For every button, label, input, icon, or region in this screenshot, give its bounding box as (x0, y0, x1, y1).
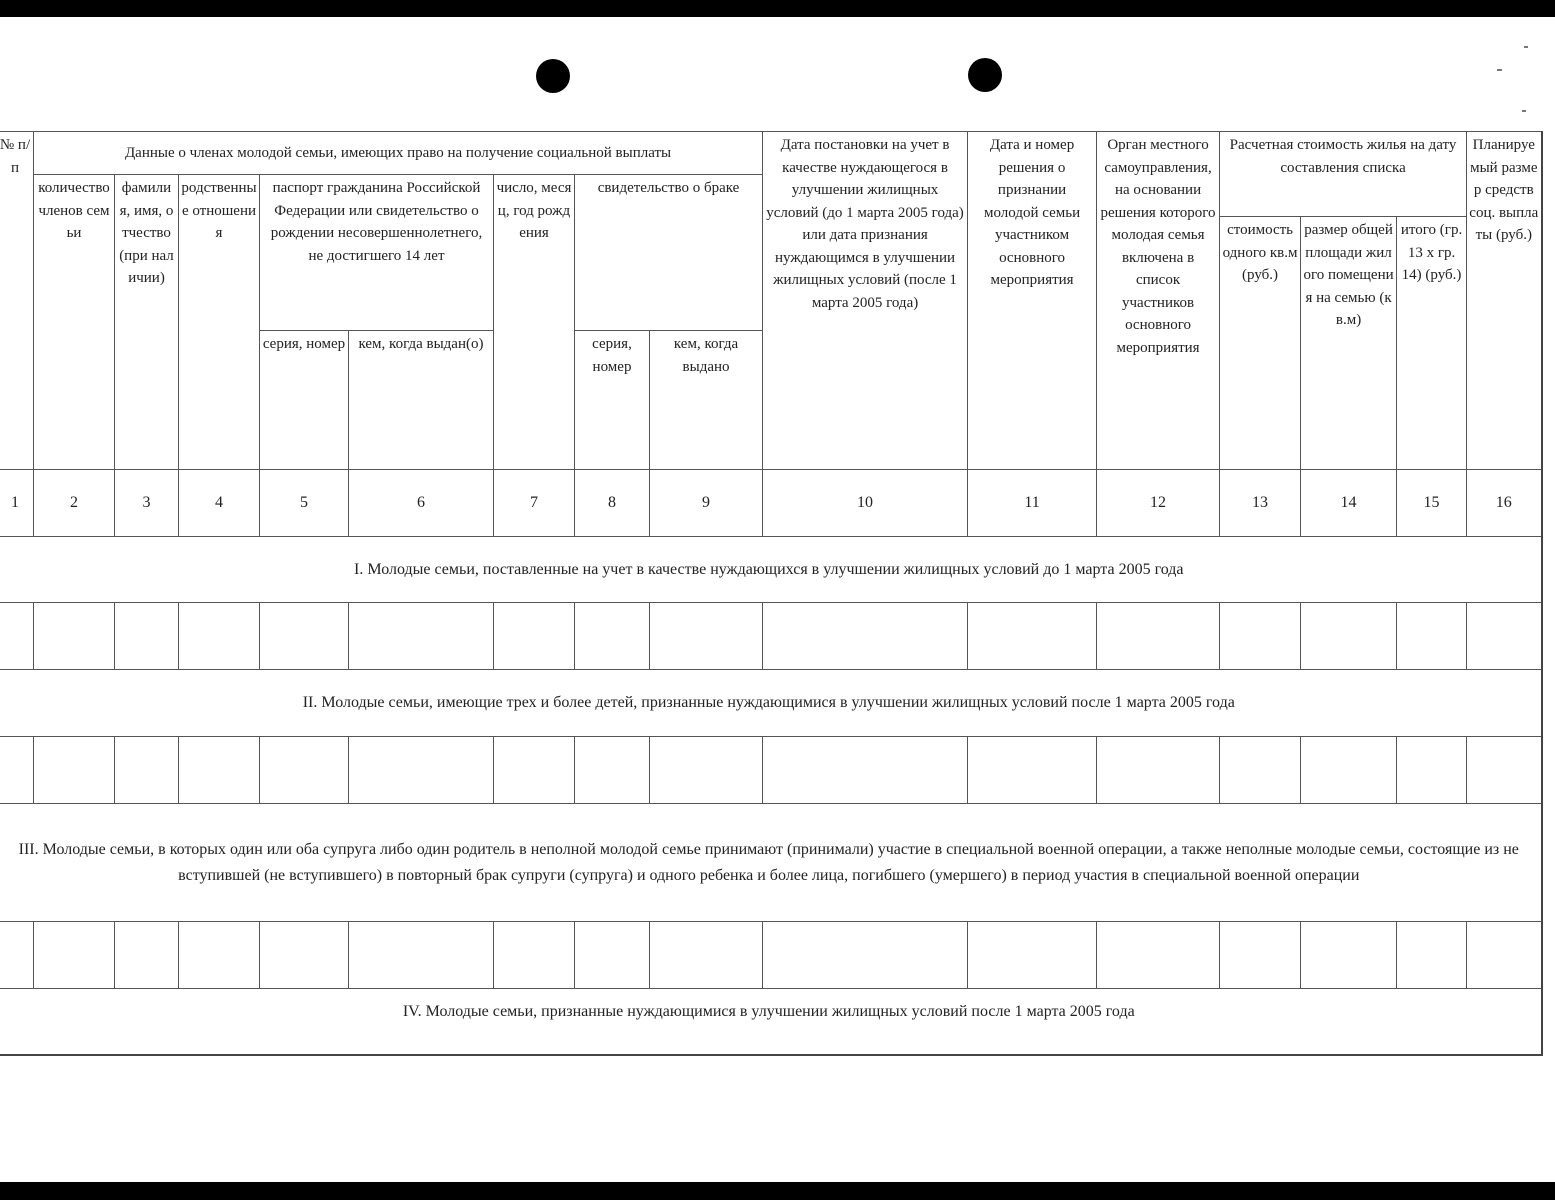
empty-cell[interactable] (1467, 737, 1542, 804)
empty-cell[interactable] (1397, 603, 1467, 670)
header-cell-area-per-family: размер общей площади жилого помещения на семью (кв.м) (1301, 217, 1397, 470)
empty-cell[interactable] (260, 603, 349, 670)
scan-speck (1522, 110, 1526, 112)
empty-cell[interactable] (494, 603, 575, 670)
header-cell-members-count: количество членов семьи (34, 175, 115, 470)
empty-cell[interactable] (34, 603, 115, 670)
header-group-passport: паспорт гражданина Российской Федерации или свидетельство о рождении несовершеннолетнего, не достигшего 14 лет (260, 175, 494, 331)
scan-bottom-border (0, 1182, 1555, 1200)
column-number: 14 (1301, 470, 1397, 537)
section-heading-2: II. Молодые семьи, имеющие трех и более детей, признанные нуждающимися в улучшении жилищных условий после 1 марта 2005 года (0, 670, 1542, 737)
header-cell-row-number: № п/п (0, 132, 34, 470)
header-cell-planned-payment: Планируемый размер средств соц. выплаты (руб.) (1467, 132, 1542, 470)
empty-cell[interactable] (1220, 603, 1301, 670)
header-cell-local-authority: Орган местного самоуправления, на основании решения которого молодая семья включена в список участников основного мероприятия (1097, 132, 1220, 470)
empty-cell[interactable] (968, 603, 1097, 670)
empty-data-row (0, 603, 1542, 670)
empty-cell[interactable] (1220, 922, 1301, 989)
section-heading-4: IV. Молодые семьи, признанные нуждающимися в улучшении жилищных условий после 1 марта 2005 года (0, 989, 1542, 1055)
empty-cell[interactable] (349, 737, 494, 804)
column-number: 7 (494, 470, 575, 537)
empty-cell[interactable] (968, 737, 1097, 804)
empty-cell[interactable] (179, 737, 260, 804)
section-row (0, 804, 1542, 922)
empty-cell[interactable] (968, 922, 1097, 989)
empty-cell[interactable] (575, 603, 650, 670)
header-cell-marriage-issued-by: кем, когда выдано (650, 331, 763, 470)
empty-cell[interactable] (763, 737, 968, 804)
empty-cell[interactable] (0, 737, 34, 804)
column-number: 3 (115, 470, 179, 537)
column-number: 8 (575, 470, 650, 537)
empty-cell[interactable] (650, 603, 763, 670)
empty-cell[interactable] (1301, 603, 1397, 670)
header-cell-passport-issued-by: кем, когда выдан(о) (349, 331, 494, 470)
empty-cell[interactable] (1301, 922, 1397, 989)
header-cell-passport-series: серия, номер (260, 331, 349, 470)
column-number: 10 (763, 470, 968, 537)
section-heading-3: III. Молодые семьи, в которых один или оба супруга либо один родитель в неполной молодой семье принимают (принимали) участие в специальной военной операции, а также неполные молодые семьи, состоящие из не вступившей (не вступившего) в повторный брак супруги (супруга) и одного ребенка и более лица, погибшего (умершего) в период участия в специальной военной операции (0, 804, 1542, 922)
column-number: 12 (1097, 470, 1220, 537)
column-number: 15 (1397, 470, 1467, 537)
scan-top-border (0, 0, 1555, 17)
empty-cell[interactable] (260, 737, 349, 804)
header-cell-cost-per-sqm: стоимость одного кв.м (руб.) (1220, 217, 1301, 470)
empty-cell[interactable] (34, 737, 115, 804)
header-cell-relationship: родственные отношения (179, 175, 260, 470)
empty-cell[interactable] (494, 737, 575, 804)
header-cell-registration-date: Дата постановки на учет в качестве нуждающегося в улучшении жилищных условий (до 1 марта 2005 года) или дата признания нуждающимся в улучшении жилищных условий (после 1 марта 2005 года) (763, 132, 968, 470)
column-number: 9 (650, 470, 763, 537)
empty-cell[interactable] (0, 922, 34, 989)
section-heading-1: I. Молодые семьи, поставленные на учет в качестве нуждающихся в улучшении жилищных условий до 1 марта 2005 года (0, 537, 1542, 603)
header-cell-birth-date: число, месяц, год рождения (494, 175, 575, 470)
empty-cell[interactable] (0, 603, 34, 670)
section-row (0, 989, 1542, 1055)
empty-cell[interactable] (115, 603, 179, 670)
empty-cell[interactable] (179, 922, 260, 989)
column-number: 13 (1220, 470, 1301, 537)
empty-data-row (0, 737, 1542, 804)
empty-cell[interactable] (115, 737, 179, 804)
empty-cell[interactable] (179, 603, 260, 670)
column-number: 11 (968, 470, 1097, 537)
empty-cell[interactable] (34, 922, 115, 989)
empty-cell[interactable] (1220, 737, 1301, 804)
section-row (0, 670, 1542, 737)
empty-cell[interactable] (349, 922, 494, 989)
empty-cell[interactable] (1097, 922, 1220, 989)
scan-speck (1497, 69, 1502, 71)
header-cell-decision-date-number: Дата и номер решения о признании молодой семьи участником основного мероприятия (968, 132, 1097, 470)
header-group-family-members: Данные о членах молодой семьи, имеющих право на получение социальной выплаты (34, 132, 763, 175)
family-list-table (0, 131, 1543, 1056)
punch-hole-left (536, 59, 570, 93)
empty-cell[interactable] (115, 922, 179, 989)
header-row-1 (0, 132, 1542, 175)
column-number-row (0, 470, 1542, 537)
header-cell-full-name: фамилия, имя, отчество (при наличии) (115, 175, 179, 470)
empty-cell[interactable] (1397, 737, 1467, 804)
empty-cell[interactable] (1097, 737, 1220, 804)
empty-cell[interactable] (575, 737, 650, 804)
empty-cell[interactable] (1097, 603, 1220, 670)
empty-cell[interactable] (1467, 603, 1542, 670)
column-number: 5 (260, 470, 349, 537)
header-cell-cost-total: итого (гр. 13 х гр. 14) (руб.) (1397, 217, 1467, 470)
empty-cell[interactable] (1467, 922, 1542, 989)
header-group-housing-cost: Расчетная стоимость жилья на дату составления списка (1220, 132, 1467, 217)
header-cell-marriage-series: серия, номер (575, 331, 650, 470)
empty-cell[interactable] (494, 922, 575, 989)
punch-hole-right (968, 58, 1002, 92)
column-number: 4 (179, 470, 260, 537)
empty-data-row (0, 922, 1542, 989)
empty-cell[interactable] (763, 603, 968, 670)
column-number: 16 (1467, 470, 1542, 537)
empty-cell[interactable] (575, 922, 650, 989)
scan-speck (1524, 46, 1528, 48)
column-number: 1 (0, 470, 34, 537)
empty-cell[interactable] (763, 922, 968, 989)
section-row (0, 537, 1542, 603)
column-number: 2 (34, 470, 115, 537)
header-group-marriage-certificate: свидетельство о браке (575, 175, 763, 331)
empty-cell[interactable] (260, 922, 349, 989)
empty-cell[interactable] (1397, 922, 1467, 989)
empty-cell[interactable] (1301, 737, 1397, 804)
empty-cell[interactable] (650, 737, 763, 804)
empty-cell[interactable] (650, 922, 763, 989)
empty-cell[interactable] (349, 603, 494, 670)
column-number: 6 (349, 470, 494, 537)
